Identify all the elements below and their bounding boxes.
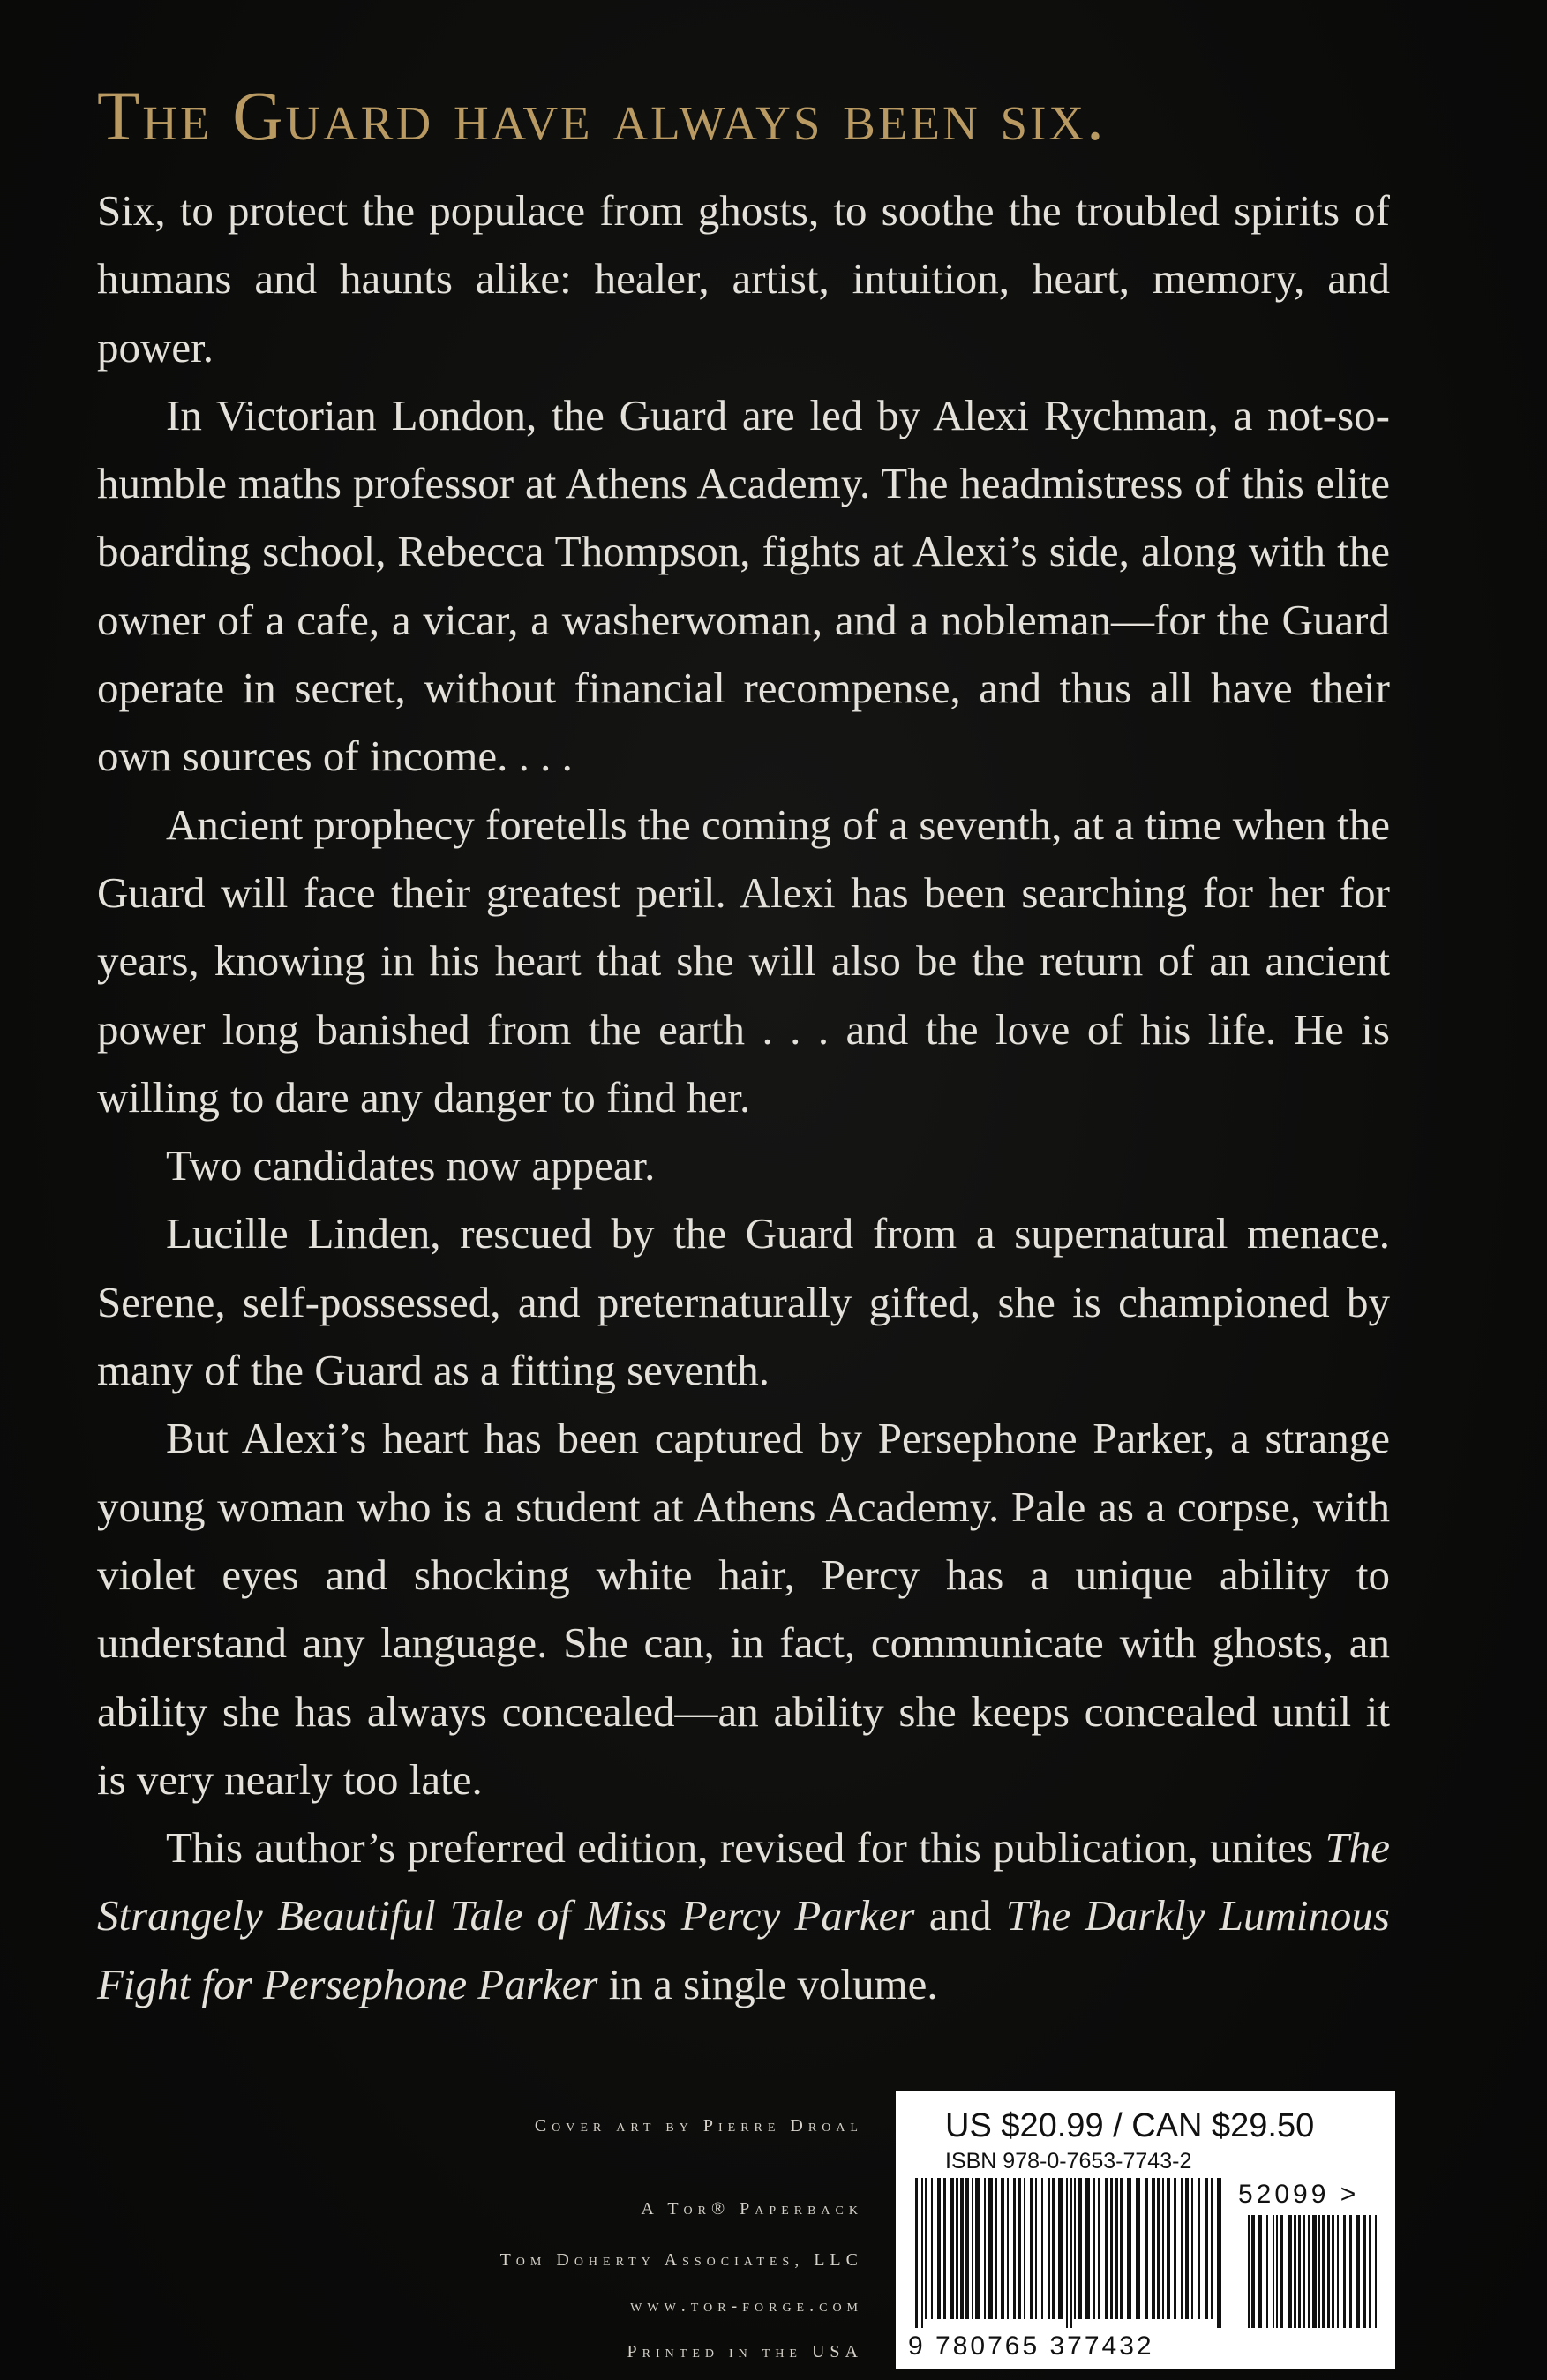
barcode-bar <box>1127 2178 1131 2319</box>
barcode-bar <box>1052 2178 1055 2319</box>
barcode-bar <box>960 2178 964 2319</box>
barcode-bar <box>1110 2178 1113 2319</box>
addon-barcode-bar <box>1273 2215 1274 2328</box>
addon-barcode-bar <box>1276 2215 1278 2328</box>
barcode-bar <box>1078 2178 1082 2319</box>
addon-barcode-bar <box>1322 2215 1325 2328</box>
book-title-1: The Strangely Beautiful Tale of Miss Percy Parker <box>97 1823 1390 1941</box>
blurb-paragraph-3: Ancient prophecy foretells the coming of a seventh, at a time when the Guard will face their greatest peril. Alexi has been searching for her for years, knowing in his heart that she will also be the return of an ancient power long banished from the earth . . . and the love of his life. He is willing to dare any danger to find her. <box>97 800 1390 1122</box>
cover-art-credit: Cover art by Pierre Droal <box>534 2116 863 2136</box>
barcode-bar <box>1007 2178 1009 2319</box>
addon-barcode-bar <box>1280 2215 1283 2328</box>
isbn-label: ISBN 978-0-7653-7743-2 <box>945 2149 1192 2174</box>
addon-barcode-bar <box>1303 2215 1305 2328</box>
blurb-paragraph-4: Two candidates now appear. <box>166 1141 656 1190</box>
barcode-bar <box>1167 2178 1170 2319</box>
headline: The Guard have always been six. <box>97 79 1107 155</box>
barcode-bar <box>988 2178 993 2319</box>
barcode-bar <box>921 2178 923 2328</box>
barcode-bar <box>1136 2178 1140 2319</box>
addon-barcode-bar <box>1356 2215 1360 2328</box>
barcode-bar <box>1024 2178 1025 2319</box>
barcode-bar <box>995 2178 997 2319</box>
printed-in-label: Printed in the USA <box>627 2342 863 2361</box>
barcode-bar <box>1105 2178 1108 2319</box>
addon-barcode-bar <box>1369 2215 1371 2328</box>
addon-barcode-bar <box>1298 2215 1301 2328</box>
barcode-bar <box>1066 2178 1068 2328</box>
blurb-paragraph-1: Six, to protect the populace from ghosts, to soothe the troubled spirits of humans and haunts alike: healer, artist, intuition, heart, memory, and power. <box>97 186 1390 372</box>
barcode-bar <box>1181 2178 1183 2319</box>
barcode-bar <box>1217 2178 1221 2328</box>
barcode-bar <box>937 2178 941 2319</box>
barcode-bar <box>1058 2178 1063 2319</box>
barcode-bar <box>1115 2178 1118 2319</box>
barcode-bar <box>1191 2178 1193 2319</box>
barcode-bar <box>1030 2178 1033 2319</box>
isbn-barcode-panel <box>896 2091 1395 2369</box>
addon-barcode-bar <box>1294 2215 1296 2328</box>
addon-barcode-bar <box>1332 2215 1334 2328</box>
publisher-name: Tom Doherty Associates, LLC <box>499 2250 863 2270</box>
barcode-bar <box>1001 2178 1004 2319</box>
ean-digits: 9 780765 377432 <box>908 2331 1154 2361</box>
barcode-bar <box>1093 2178 1095 2319</box>
blurb-paragraph-7 <box>97 1813 1390 2018</box>
final-paragraph-and: and <box>914 1891 1006 1941</box>
barcode-bar <box>1035 2178 1037 2319</box>
blurb-paragraph-5: Lucille Linden, rescued by the Guard from a supernatural menace. Serene, self-possessed, and preternaturally gifted, she is championed by many of the Guard as a fitting seventh. <box>97 1209 1390 1395</box>
addon-barcode-bar <box>1318 2215 1320 2328</box>
barcode-bar <box>1174 2178 1176 2319</box>
addon-barcode-bar <box>1327 2215 1330 2328</box>
barcode-bar <box>1013 2178 1016 2319</box>
barcode-bar <box>915 2178 918 2328</box>
blurb-paragraph-2: In Victorian London, the Guard are led by Alexi Rychman, a not-so-humble maths professor at Athens Academy. The headmistress of this elite boarding school, Rebecca Thompson, fights at Alexi’s side, along with the owner of a cafe, a vicar, a washerwoman, and a nobleman—for the Guard operate in secret, without financial recompense, and thus all have their own sources of income. . . . <box>97 390 1390 781</box>
barcode-bar <box>1205 2178 1208 2319</box>
addon-barcode-bar <box>1248 2215 1250 2328</box>
addon-barcode-bar <box>1349 2215 1352 2328</box>
barcode-bar <box>984 2178 986 2319</box>
barcode-bar <box>965 2178 969 2319</box>
barcode-bar <box>1120 2178 1123 2319</box>
barcode-bar <box>975 2178 980 2319</box>
barcode-bar <box>1145 2178 1148 2319</box>
addon-barcode-bar <box>1266 2215 1268 2328</box>
addon-barcode-bar <box>1375 2215 1377 2328</box>
addon-barcode-bar <box>1343 2215 1346 2328</box>
barcode-bar <box>1018 2178 1021 2319</box>
blurb-paragraph-6: But Alexi’s heart has been captured by Persephone Parker, a strange young woman who is a student at Athens Academy. Pale as a corpse, with violet eyes and shocking white hair, Percy has a unique ability to understand any language. She can, in fact, communicate with ghosts, an ability she has always concealed—an ability she keeps concealed until it is very nearly too late. <box>97 1414 1390 1804</box>
publisher-website: www.tor-forge.com <box>630 2296 863 2316</box>
barcode-bar <box>1048 2178 1050 2319</box>
addon-barcode-bar <box>1312 2215 1317 2328</box>
barcode-bar <box>1185 2178 1189 2319</box>
addon-barcode-bar <box>1251 2215 1255 2328</box>
barcode-bar <box>925 2178 927 2319</box>
addon-barcode-bar <box>1337 2215 1339 2328</box>
book-title-2: The Darkly Luminous Fight for Persephone Parker <box>97 1891 1390 2008</box>
barcode-bar <box>1085 2178 1090 2319</box>
barcode-bar <box>1157 2178 1160 2319</box>
barcode-bar <box>1070 2178 1072 2328</box>
barcode-bar <box>1152 2178 1155 2319</box>
barcode-bar <box>931 2178 933 2319</box>
barcode-bar <box>943 2178 946 2319</box>
addon-barcode-bar <box>1308 2215 1310 2328</box>
barcode-bar <box>1098 2178 1100 2319</box>
barcode-bar <box>1198 2178 1200 2319</box>
addon-barcode-bar <box>1363 2215 1366 2328</box>
barcode-bar <box>1162 2178 1164 2319</box>
barcode-bar <box>1041 2178 1043 2319</box>
barcode-bar <box>1074 2178 1076 2319</box>
barcode-bar <box>956 2178 958 2319</box>
barcode-bar <box>1211 2178 1213 2319</box>
barcode-bar <box>972 2178 973 2319</box>
price-label: US $20.99 / CAN $29.50 <box>945 2107 1315 2144</box>
imprint-label: A Tor® Paperback <box>641 2199 863 2219</box>
blurb-text <box>97 176 1390 2018</box>
addon-barcode-bar <box>1288 2215 1292 2328</box>
barcode-bar <box>950 2178 954 2319</box>
final-paragraph-outro: in a single volume. <box>597 1959 938 2008</box>
final-paragraph-intro: This author’s preferred edition, revised for this publication, unites <box>166 1823 1325 1873</box>
addon-barcode-bar <box>1258 2215 1262 2328</box>
price-addon-number: 52099 > <box>1238 2180 1360 2209</box>
